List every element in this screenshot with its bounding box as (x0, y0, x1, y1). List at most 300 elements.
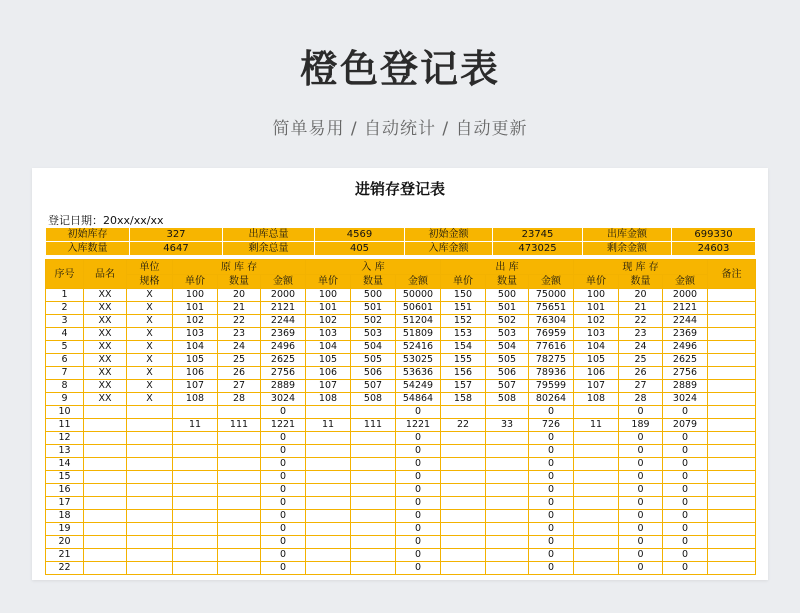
cell-current-price[interactable]: 102 (574, 315, 619, 328)
cell-current-amount[interactable]: 2756 (663, 367, 708, 380)
cell-original-price[interactable] (173, 523, 218, 536)
cell-original-price[interactable] (173, 497, 218, 510)
cell-original-qty[interactable] (218, 549, 261, 562)
cell-unit[interactable] (127, 510, 173, 523)
cell-current-price[interactable]: 100 (574, 289, 619, 302)
cell-remark[interactable] (708, 523, 756, 536)
cell-unit[interactable]: X (127, 341, 173, 354)
cell-out-price[interactable] (441, 445, 486, 458)
cell-original-amount[interactable]: 0 (261, 458, 306, 471)
cell-current-price[interactable] (574, 523, 619, 536)
cell-out-amount[interactable]: 0 (529, 497, 574, 510)
cell-original-qty[interactable]: 26 (218, 367, 261, 380)
cell-out-price[interactable]: 157 (441, 380, 486, 393)
cell-in-price[interactable] (306, 536, 351, 549)
cell-out-amount[interactable]: 0 (529, 406, 574, 419)
cell-in-amount[interactable]: 54864 (396, 393, 441, 406)
cell-original-qty[interactable]: 24 (218, 341, 261, 354)
cell-unit[interactable]: X (127, 354, 173, 367)
cell-in-amount[interactable]: 0 (396, 471, 441, 484)
cell-original-amount[interactable]: 0 (261, 406, 306, 419)
cell-remark[interactable] (708, 471, 756, 484)
cell-in-price[interactable]: 104 (306, 341, 351, 354)
cell-original-qty[interactable]: 20 (218, 289, 261, 302)
cell-remark[interactable] (708, 536, 756, 549)
cell-remark[interactable] (708, 341, 756, 354)
cell-out-amount[interactable]: 79599 (529, 380, 574, 393)
cell-out-amount[interactable]: 76959 (529, 328, 574, 341)
cell-out-qty[interactable] (486, 562, 529, 575)
cell-name[interactable]: XX (84, 393, 127, 406)
cell-name[interactable]: XX (84, 367, 127, 380)
cell-unit[interactable] (127, 419, 173, 432)
cell-out-price[interactable] (441, 406, 486, 419)
cell-in-qty[interactable] (351, 497, 396, 510)
cell-in-price[interactable]: 11 (306, 419, 351, 432)
cell-seq[interactable]: 6 (46, 354, 84, 367)
cell-seq[interactable]: 2 (46, 302, 84, 315)
cell-in-amount[interactable]: 0 (396, 497, 441, 510)
cell-out-price[interactable] (441, 523, 486, 536)
cell-unit[interactable]: X (127, 367, 173, 380)
cell-out-qty[interactable] (486, 445, 529, 458)
cell-name[interactable] (84, 432, 127, 445)
cell-remark[interactable] (708, 354, 756, 367)
cell-out-amount[interactable]: 78275 (529, 354, 574, 367)
cell-name[interactable]: XX (84, 315, 127, 328)
cell-out-price[interactable]: 154 (441, 341, 486, 354)
cell-current-qty[interactable]: 21 (619, 302, 663, 315)
cell-name[interactable] (84, 471, 127, 484)
cell-out-qty[interactable]: 506 (486, 367, 529, 380)
cell-original-price[interactable] (173, 549, 218, 562)
cell-original-amount[interactable]: 0 (261, 471, 306, 484)
cell-in-price[interactable] (306, 445, 351, 458)
cell-current-amount[interactable]: 3024 (663, 393, 708, 406)
cell-original-qty[interactable] (218, 406, 261, 419)
cell-original-amount[interactable]: 2121 (261, 302, 306, 315)
cell-name[interactable]: XX (84, 289, 127, 302)
cell-seq[interactable]: 17 (46, 497, 84, 510)
cell-out-qty[interactable] (486, 432, 529, 445)
cell-current-amount[interactable]: 2496 (663, 341, 708, 354)
cell-unit[interactable] (127, 536, 173, 549)
cell-out-amount[interactable]: 0 (529, 445, 574, 458)
cell-in-price[interactable]: 105 (306, 354, 351, 367)
cell-out-qty[interactable]: 504 (486, 341, 529, 354)
cell-original-amount[interactable]: 0 (261, 510, 306, 523)
cell-in-qty[interactable] (351, 471, 396, 484)
cell-original-qty[interactable] (218, 562, 261, 575)
cell-in-amount[interactable]: 50000 (396, 289, 441, 302)
cell-unit[interactable]: X (127, 302, 173, 315)
cell-current-qty[interactable]: 26 (619, 367, 663, 380)
cell-original-qty[interactable] (218, 536, 261, 549)
cell-current-qty[interactable]: 0 (619, 432, 663, 445)
cell-current-amount[interactable]: 0 (663, 549, 708, 562)
cell-in-qty[interactable] (351, 510, 396, 523)
cell-out-price[interactable] (441, 536, 486, 549)
cell-original-qty[interactable]: 21 (218, 302, 261, 315)
cell-in-qty[interactable]: 506 (351, 367, 396, 380)
cell-current-amount[interactable]: 0 (663, 471, 708, 484)
cell-original-amount[interactable]: 0 (261, 445, 306, 458)
cell-original-price[interactable] (173, 471, 218, 484)
cell-unit[interactable] (127, 484, 173, 497)
cell-in-amount[interactable]: 1221 (396, 419, 441, 432)
cell-seq[interactable]: 10 (46, 406, 84, 419)
cell-out-qty[interactable] (486, 510, 529, 523)
cell-remark[interactable] (708, 406, 756, 419)
cell-original-price[interactable]: 106 (173, 367, 218, 380)
cell-remark[interactable] (708, 484, 756, 497)
cell-current-amount[interactable]: 0 (663, 562, 708, 575)
cell-current-price[interactable]: 103 (574, 328, 619, 341)
cell-unit[interactable]: X (127, 289, 173, 302)
cell-out-price[interactable]: 22 (441, 419, 486, 432)
cell-original-qty[interactable] (218, 523, 261, 536)
cell-name[interactable] (84, 497, 127, 510)
cell-current-qty[interactable]: 0 (619, 484, 663, 497)
cell-seq[interactable]: 18 (46, 510, 84, 523)
cell-original-amount[interactable]: 0 (261, 562, 306, 575)
cell-original-qty[interactable] (218, 458, 261, 471)
cell-current-qty[interactable]: 0 (619, 458, 663, 471)
cell-remark[interactable] (708, 419, 756, 432)
cell-original-amount[interactable]: 0 (261, 497, 306, 510)
cell-out-qty[interactable]: 501 (486, 302, 529, 315)
cell-out-qty[interactable] (486, 471, 529, 484)
cell-original-amount[interactable]: 2244 (261, 315, 306, 328)
cell-current-price[interactable]: 108 (574, 393, 619, 406)
cell-current-qty[interactable]: 25 (619, 354, 663, 367)
cell-current-amount[interactable]: 2000 (663, 289, 708, 302)
cell-seq[interactable]: 16 (46, 484, 84, 497)
cell-out-price[interactable]: 156 (441, 367, 486, 380)
cell-out-qty[interactable]: 500 (486, 289, 529, 302)
cell-in-price[interactable] (306, 471, 351, 484)
cell-in-amount[interactable]: 0 (396, 458, 441, 471)
cell-in-price[interactable] (306, 458, 351, 471)
cell-seq[interactable]: 14 (46, 458, 84, 471)
cell-out-amount[interactable]: 77616 (529, 341, 574, 354)
cell-in-amount[interactable]: 52416 (396, 341, 441, 354)
cell-out-price[interactable] (441, 497, 486, 510)
cell-current-qty[interactable]: 0 (619, 406, 663, 419)
cell-out-qty[interactable]: 508 (486, 393, 529, 406)
cell-out-price[interactable] (441, 510, 486, 523)
cell-remark[interactable] (708, 315, 756, 328)
cell-in-amount[interactable]: 0 (396, 562, 441, 575)
cell-current-qty[interactable]: 189 (619, 419, 663, 432)
cell-original-amount[interactable]: 0 (261, 432, 306, 445)
cell-in-amount[interactable]: 0 (396, 432, 441, 445)
cell-remark[interactable] (708, 562, 756, 575)
cell-original-price[interactable] (173, 536, 218, 549)
cell-in-amount[interactable]: 0 (396, 536, 441, 549)
cell-in-price[interactable] (306, 549, 351, 562)
cell-out-qty[interactable] (486, 406, 529, 419)
cell-in-price[interactable]: 107 (306, 380, 351, 393)
cell-in-price[interactable] (306, 497, 351, 510)
cell-seq[interactable]: 4 (46, 328, 84, 341)
cell-original-qty[interactable]: 111 (218, 419, 261, 432)
cell-in-qty[interactable] (351, 484, 396, 497)
cell-unit[interactable] (127, 549, 173, 562)
cell-original-price[interactable] (173, 445, 218, 458)
cell-remark[interactable] (708, 328, 756, 341)
cell-original-qty[interactable] (218, 432, 261, 445)
cell-remark[interactable] (708, 458, 756, 471)
cell-current-amount[interactable]: 0 (663, 406, 708, 419)
cell-seq[interactable]: 15 (46, 471, 84, 484)
cell-current-qty[interactable]: 0 (619, 523, 663, 536)
cell-out-price[interactable]: 155 (441, 354, 486, 367)
cell-current-price[interactable]: 105 (574, 354, 619, 367)
cell-in-qty[interactable]: 504 (351, 341, 396, 354)
cell-seq[interactable]: 9 (46, 393, 84, 406)
cell-in-qty[interactable]: 505 (351, 354, 396, 367)
cell-in-amount[interactable]: 0 (396, 510, 441, 523)
cell-original-qty[interactable]: 23 (218, 328, 261, 341)
cell-in-qty[interactable]: 502 (351, 315, 396, 328)
cell-in-qty[interactable]: 508 (351, 393, 396, 406)
cell-current-price[interactable] (574, 562, 619, 575)
cell-out-amount[interactable]: 0 (529, 562, 574, 575)
cell-original-amount[interactable]: 0 (261, 536, 306, 549)
cell-seq[interactable]: 19 (46, 523, 84, 536)
cell-current-amount[interactable]: 0 (663, 445, 708, 458)
cell-seq[interactable]: 1 (46, 289, 84, 302)
cell-out-price[interactable] (441, 458, 486, 471)
cell-current-amount[interactable]: 2625 (663, 354, 708, 367)
cell-unit[interactable]: X (127, 380, 173, 393)
cell-original-price[interactable]: 102 (173, 315, 218, 328)
cell-in-qty[interactable] (351, 432, 396, 445)
cell-current-amount[interactable]: 0 (663, 523, 708, 536)
cell-original-amount[interactable]: 2756 (261, 367, 306, 380)
cell-current-qty[interactable]: 0 (619, 536, 663, 549)
cell-unit[interactable] (127, 471, 173, 484)
cell-name[interactable]: XX (84, 341, 127, 354)
cell-out-price[interactable]: 152 (441, 315, 486, 328)
cell-in-amount[interactable]: 0 (396, 445, 441, 458)
cell-seq[interactable]: 7 (46, 367, 84, 380)
cell-out-amount[interactable]: 78936 (529, 367, 574, 380)
cell-out-amount[interactable]: 0 (529, 432, 574, 445)
cell-out-amount[interactable]: 76304 (529, 315, 574, 328)
cell-out-amount[interactable]: 0 (529, 536, 574, 549)
cell-current-price[interactable] (574, 432, 619, 445)
cell-out-price[interactable] (441, 432, 486, 445)
cell-in-qty[interactable]: 500 (351, 289, 396, 302)
cell-in-qty[interactable]: 501 (351, 302, 396, 315)
cell-current-amount[interactable]: 2121 (663, 302, 708, 315)
cell-original-price[interactable]: 100 (173, 289, 218, 302)
cell-out-amount[interactable]: 0 (529, 510, 574, 523)
cell-original-price[interactable]: 11 (173, 419, 218, 432)
cell-out-qty[interactable]: 33 (486, 419, 529, 432)
cell-seq[interactable]: 8 (46, 380, 84, 393)
cell-unit[interactable] (127, 523, 173, 536)
cell-name[interactable]: XX (84, 302, 127, 315)
cell-in-price[interactable] (306, 406, 351, 419)
cell-original-qty[interactable]: 22 (218, 315, 261, 328)
cell-out-price[interactable] (441, 549, 486, 562)
cell-original-qty[interactable] (218, 497, 261, 510)
cell-out-amount[interactable]: 726 (529, 419, 574, 432)
cell-current-price[interactable]: 106 (574, 367, 619, 380)
cell-current-amount[interactable]: 0 (663, 536, 708, 549)
cell-original-qty[interactable]: 25 (218, 354, 261, 367)
cell-name[interactable] (84, 549, 127, 562)
cell-remark[interactable] (708, 302, 756, 315)
cell-unit[interactable] (127, 497, 173, 510)
cell-in-price[interactable] (306, 562, 351, 575)
cell-original-amount[interactable]: 1221 (261, 419, 306, 432)
cell-remark[interactable] (708, 549, 756, 562)
cell-remark[interactable] (708, 380, 756, 393)
cell-current-amount[interactable]: 2369 (663, 328, 708, 341)
cell-original-price[interactable] (173, 562, 218, 575)
cell-original-amount[interactable]: 2889 (261, 380, 306, 393)
cell-name[interactable] (84, 406, 127, 419)
cell-in-qty[interactable] (351, 523, 396, 536)
cell-out-price[interactable]: 158 (441, 393, 486, 406)
cell-out-qty[interactable]: 502 (486, 315, 529, 328)
cell-in-qty[interactable]: 507 (351, 380, 396, 393)
cell-out-price[interactable] (441, 484, 486, 497)
cell-in-amount[interactable]: 0 (396, 549, 441, 562)
cell-in-price[interactable] (306, 484, 351, 497)
cell-remark[interactable] (708, 289, 756, 302)
cell-in-amount[interactable]: 0 (396, 484, 441, 497)
cell-seq[interactable]: 12 (46, 432, 84, 445)
cell-current-qty[interactable]: 0 (619, 471, 663, 484)
cell-in-amount[interactable]: 50601 (396, 302, 441, 315)
cell-original-amount[interactable]: 2000 (261, 289, 306, 302)
cell-in-amount[interactable]: 53025 (396, 354, 441, 367)
cell-in-price[interactable]: 102 (306, 315, 351, 328)
cell-current-price[interactable] (574, 484, 619, 497)
cell-original-price[interactable]: 108 (173, 393, 218, 406)
cell-current-amount[interactable]: 0 (663, 458, 708, 471)
cell-remark[interactable] (708, 432, 756, 445)
cell-seq[interactable]: 5 (46, 341, 84, 354)
cell-seq[interactable]: 11 (46, 419, 84, 432)
cell-out-qty[interactable]: 507 (486, 380, 529, 393)
cell-current-qty[interactable]: 0 (619, 562, 663, 575)
cell-in-price[interactable] (306, 510, 351, 523)
cell-current-qty[interactable]: 0 (619, 445, 663, 458)
cell-out-amount[interactable]: 75000 (529, 289, 574, 302)
cell-name[interactable] (84, 523, 127, 536)
cell-current-price[interactable] (574, 497, 619, 510)
cell-in-qty[interactable] (351, 549, 396, 562)
cell-current-qty[interactable]: 20 (619, 289, 663, 302)
cell-original-amount[interactable]: 3024 (261, 393, 306, 406)
cell-name[interactable] (84, 510, 127, 523)
cell-current-amount[interactable]: 2079 (663, 419, 708, 432)
cell-current-price[interactable]: 101 (574, 302, 619, 315)
cell-name[interactable] (84, 445, 127, 458)
cell-unit[interactable]: X (127, 328, 173, 341)
cell-current-price[interactable] (574, 406, 619, 419)
cell-unit[interactable]: X (127, 315, 173, 328)
cell-unit[interactable] (127, 432, 173, 445)
cell-original-price[interactable]: 103 (173, 328, 218, 341)
cell-original-price[interactable]: 104 (173, 341, 218, 354)
cell-out-price[interactable]: 151 (441, 302, 486, 315)
cell-remark[interactable] (708, 497, 756, 510)
cell-current-amount[interactable]: 0 (663, 497, 708, 510)
cell-out-qty[interactable]: 503 (486, 328, 529, 341)
cell-out-qty[interactable] (486, 497, 529, 510)
cell-original-price[interactable] (173, 510, 218, 523)
cell-in-qty[interactable]: 503 (351, 328, 396, 341)
cell-current-qty[interactable]: 22 (619, 315, 663, 328)
cell-unit[interactable] (127, 406, 173, 419)
cell-current-price[interactable] (574, 536, 619, 549)
cell-current-amount[interactable]: 0 (663, 510, 708, 523)
cell-original-price[interactable] (173, 484, 218, 497)
cell-current-qty[interactable]: 0 (619, 510, 663, 523)
cell-original-qty[interactable] (218, 471, 261, 484)
cell-current-price[interactable] (574, 510, 619, 523)
cell-original-amount[interactable]: 2369 (261, 328, 306, 341)
cell-in-price[interactable] (306, 432, 351, 445)
cell-original-amount[interactable]: 2496 (261, 341, 306, 354)
cell-out-qty[interactable] (486, 536, 529, 549)
cell-original-price[interactable] (173, 406, 218, 419)
cell-in-price[interactable]: 106 (306, 367, 351, 380)
cell-out-price[interactable]: 153 (441, 328, 486, 341)
cell-out-qty[interactable]: 505 (486, 354, 529, 367)
cell-seq[interactable]: 22 (46, 562, 84, 575)
cell-in-price[interactable]: 101 (306, 302, 351, 315)
cell-original-amount[interactable]: 0 (261, 549, 306, 562)
cell-in-amount[interactable]: 51809 (396, 328, 441, 341)
cell-in-qty[interactable]: 111 (351, 419, 396, 432)
cell-in-qty[interactable] (351, 445, 396, 458)
cell-name[interactable]: XX (84, 380, 127, 393)
cell-out-amount[interactable]: 0 (529, 549, 574, 562)
cell-original-price[interactable]: 105 (173, 354, 218, 367)
cell-current-price[interactable] (574, 471, 619, 484)
cell-original-amount[interactable]: 0 (261, 523, 306, 536)
cell-current-price[interactable] (574, 549, 619, 562)
cell-in-qty[interactable] (351, 562, 396, 575)
cell-in-amount[interactable]: 54249 (396, 380, 441, 393)
cell-out-amount[interactable]: 0 (529, 484, 574, 497)
cell-current-price[interactable]: 107 (574, 380, 619, 393)
cell-name[interactable] (84, 562, 127, 575)
cell-current-amount[interactable]: 0 (663, 432, 708, 445)
cell-remark[interactable] (708, 510, 756, 523)
cell-in-price[interactable] (306, 523, 351, 536)
cell-original-qty[interactable]: 28 (218, 393, 261, 406)
cell-original-qty[interactable] (218, 445, 261, 458)
cell-in-amount[interactable]: 53636 (396, 367, 441, 380)
cell-out-price[interactable]: 150 (441, 289, 486, 302)
cell-name[interactable] (84, 484, 127, 497)
cell-current-price[interactable]: 104 (574, 341, 619, 354)
cell-unit[interactable] (127, 445, 173, 458)
cell-in-price[interactable]: 103 (306, 328, 351, 341)
cell-out-amount[interactable]: 0 (529, 471, 574, 484)
cell-out-price[interactable] (441, 471, 486, 484)
cell-in-qty[interactable] (351, 458, 396, 471)
